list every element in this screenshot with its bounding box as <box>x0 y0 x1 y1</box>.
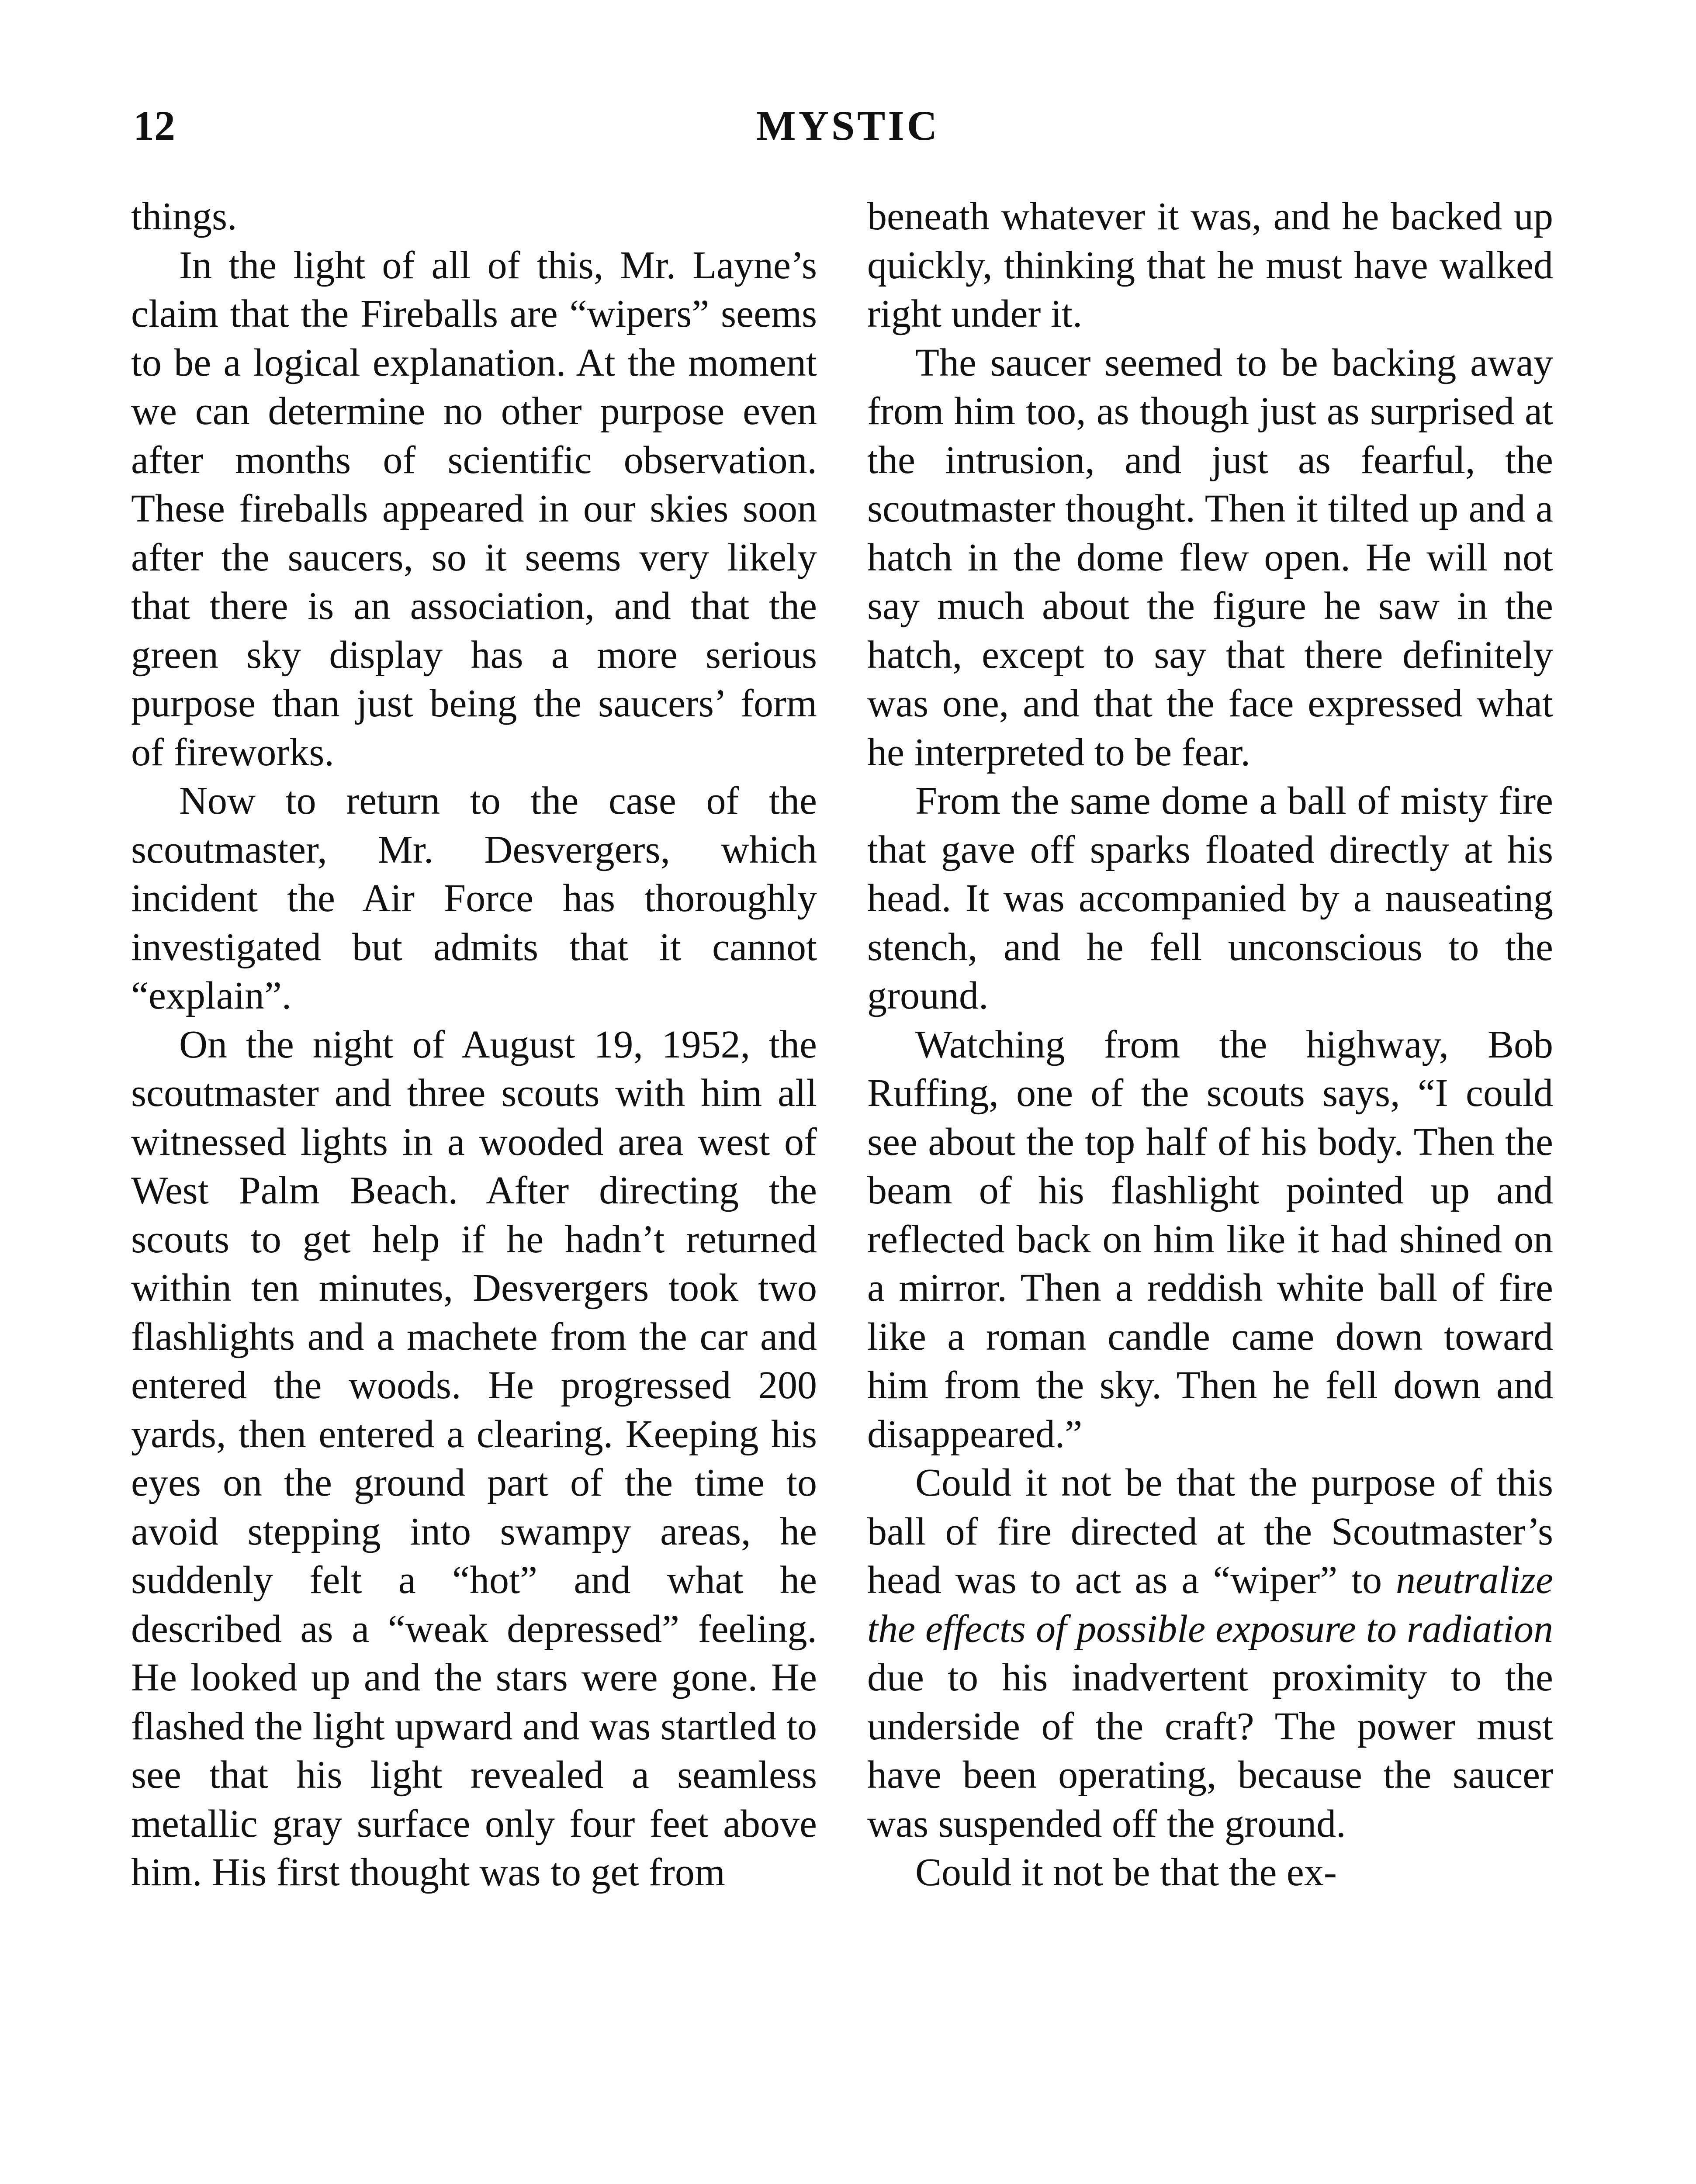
paragraph-scoutmaster-case: Now to return to the case of the scoutmaster, Mr. Desvergers, which incident the Air Force has thoroughly investigated but admits that it cannot “explain”. <box>131 779 817 1017</box>
wiper-question-end: due to his inadvertent proximity to the underside of the craft? The power must have been operating, because the saucer was suspended off the ground. <box>867 1656 1553 1845</box>
paragraph-final-question: Could it not be that the ex- <box>915 1851 1337 1894</box>
wiper-question-start: Could it not be that the purpose of this ball of fire directed at the Scoutmaster’s head was to act as a “wiper” to <box>867 1461 1553 1602</box>
paragraph-continuation: things. <box>131 195 237 238</box>
paragraph-august-19-incident: On the night of August 19, 1952, the scoutmaster and three scouts with him all witnessed lights in a wooded area west of West Palm Beach. After directing the scouts to get help if he hadn’t returned within ten minutes, Desvergers took two flashlights and a machete from the car and entered the woods. He progressed 200 yards, then entered a clearing. Keeping his eyes on the ground part of the time to avoid stepping into swampy areas, he suddenly felt a “hot” and what he described as a “weak depressed” feeling. He looked up and the stars were gone. He flashed the light upward and was startled to see that his light revealed a seamless metallic gray surface only four feet above him. His first thought was to get from <box>131 1023 817 1894</box>
paragraph-wiper-question <box>867 1458 1553 1848</box>
paragraph-wipers-explanation: In the light of all of this, Mr. Layne’s claim that the Fireballs are “wipers” seems to be a logical explanation. At the moment we can determine no other purpose even after months of scientific observation. These fireballs appeared in our skies soon after the saucers, so it seems very likely that there is an association, and that the green sky display has a more serious purpose than just being the saucers’ form of fireworks. <box>131 243 817 774</box>
wiper-question-italic: neutralize the effects of possible exposure to radiation <box>867 1559 1553 1651</box>
page-number: 12 <box>133 102 175 149</box>
paragraph-witness-quote: Watching from the highway, Bob Ruffing, one of the scouts says, “I could see about the top half of his body. Then the beam of his flashlight pointed up and reflected back on him like it had shined on a mirror. Then a reddish white ball of fire like a roman candle came down toward him from the sky. Then he fell down and disappeared.” <box>867 1023 1553 1456</box>
paragraph-ball-of-fire: From the same dome a ball of misty fire that gave off sparks floated directly at his head. It was accompanied by a nauseating stench, and he fell unconscious to the ground. <box>867 779 1553 1017</box>
paragraph-continued: beneath whatever it was, and he backed up quickly, thinking that he must have walked right under it. <box>867 195 1553 335</box>
paragraph-saucer-hatch: The saucer seemed to be backing away from him too, as though just as surprised at the intrusion, and just as fearful, the scoutmaster thought. Then it tilted up and a hatch in the dome flew open. He will not say much about the figure he saw in the hatch, except to say that there definitely was one, and that the face expressed what he interpreted to be fear. <box>867 341 1553 774</box>
right-column <box>867 192 1553 1897</box>
left-column <box>131 192 817 1897</box>
running-head: MYSTIC <box>756 102 940 149</box>
